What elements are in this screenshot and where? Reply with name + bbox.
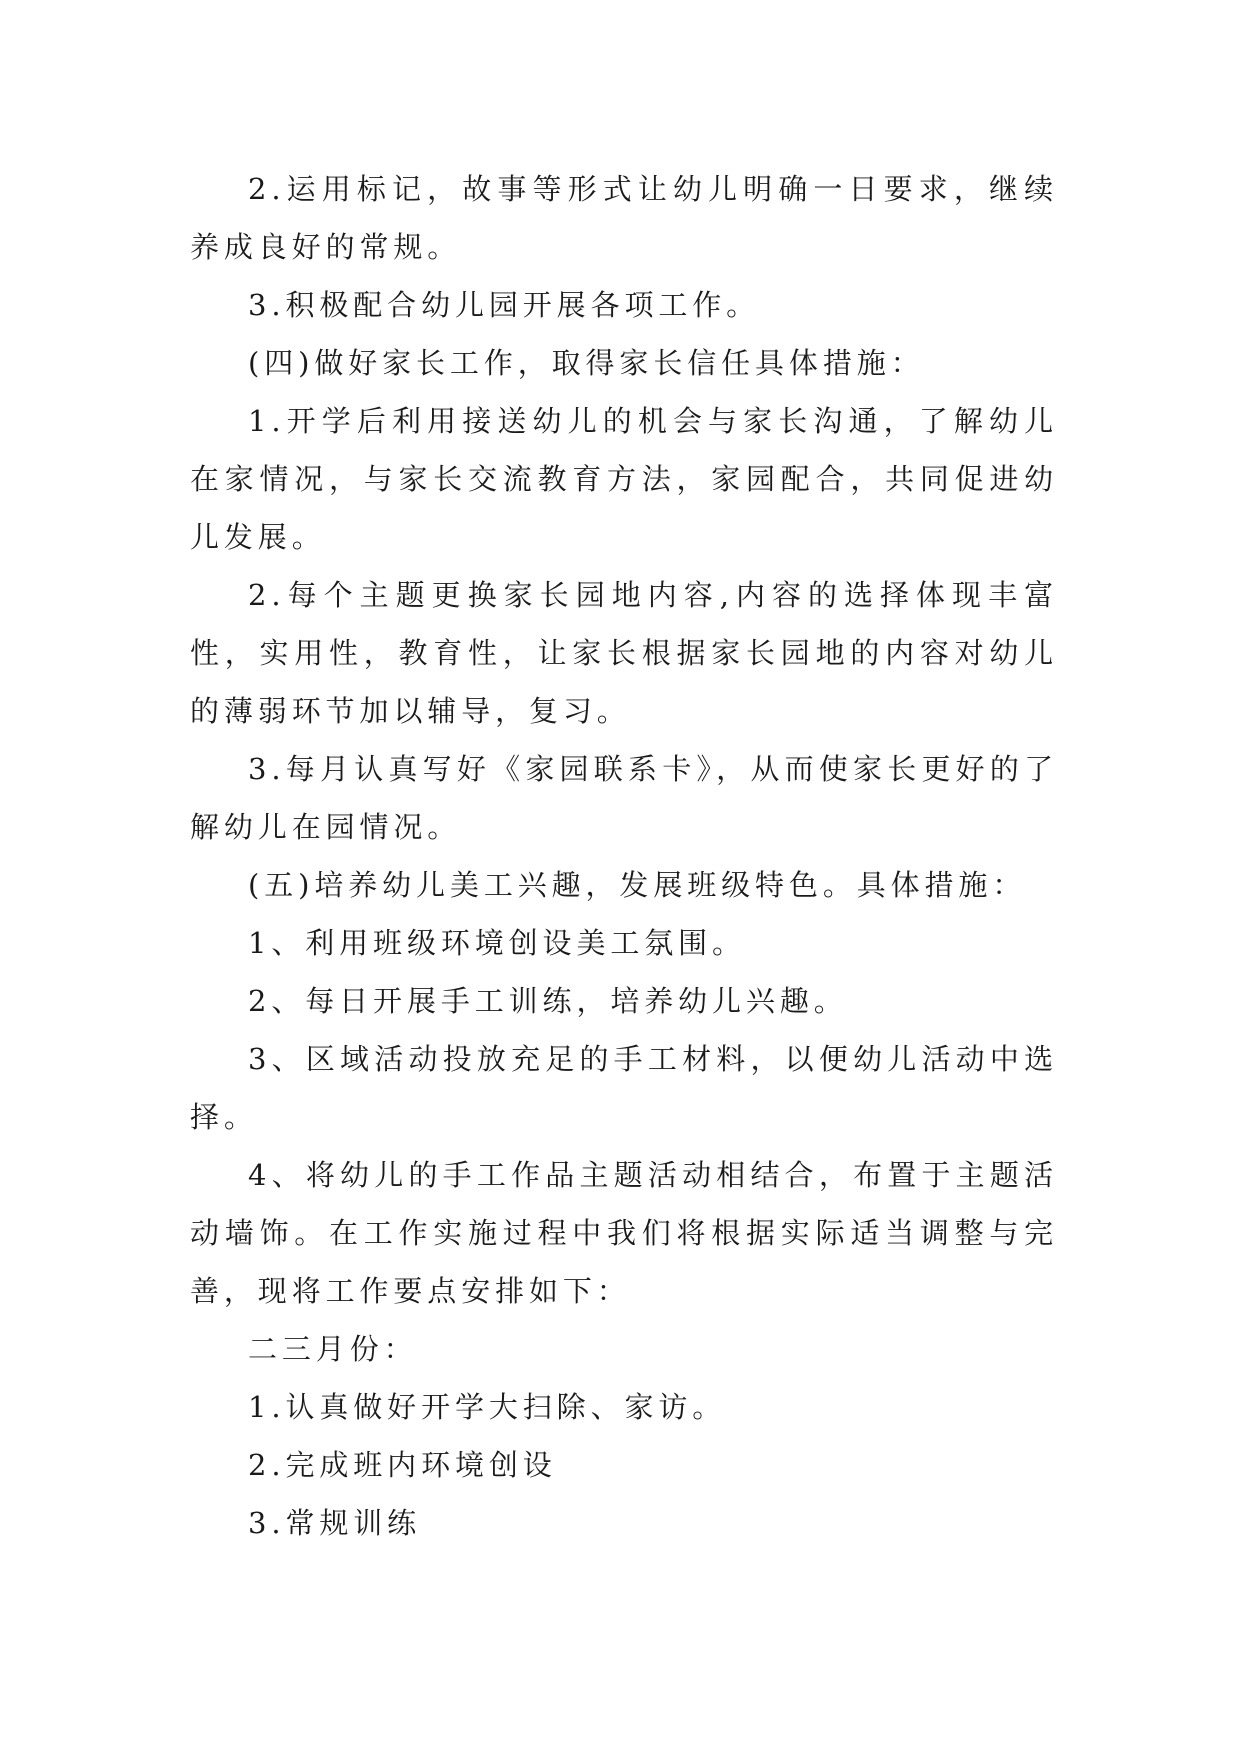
list-item: 3、区域活动投放充足的手工材料，以便幼儿活动中选择。 [190,1042,1058,1134]
list-item: 2、每日开展手工训练，培养幼儿兴趣。 [248,984,848,1018]
paragraph: 3.积极配合幼儿园开展各项工作。 [248,288,761,322]
list-item: 4、将幼儿的手工作品主题活动相结合，布置于主题活动墙饰。在工作实施过程中我们将根据实际适当调整与完善，现将工作要点安排如下： [190,1158,1058,1308]
paragraph: 2.运用标记，故事等形式让幼儿明确一日要求，继续养成良好的常规。 [190,172,1058,264]
paragraph: 1.开学后利用接送幼儿的机会与家长沟通，了解幼儿在家情况，与家长交流教育方法，家园配合，共同促进幼儿发展。 [190,404,1058,554]
list-item: 1.认真做好开学大扫除、家访。 [248,1390,727,1424]
section-heading: (四)做好家长工作，取得家长信任具体措施： [248,346,925,380]
paragraph: 3.每月认真写好《家园联系卡》，从而使家长更好的了解幼儿在园情况。 [190,752,1058,844]
section-heading: (五)培养幼儿美工兴趣，发展班级特色。具体措施： [248,868,1027,902]
document-page [190,160,1058,1552]
list-item: 3.常规训练 [248,1506,422,1540]
paragraph: 2.每个主题更换家长园地内容,内容的选择体现丰富性，实用性，教育性，让家长根据家长园地的内容对幼儿的薄弱环节加以辅导，复习。 [190,578,1058,728]
list-item: 1、利用班级环境创设美工氛围。 [248,926,746,960]
month-heading: 二三月份： [248,1332,418,1366]
list-item: 2.完成班内环境创设 [248,1448,557,1482]
